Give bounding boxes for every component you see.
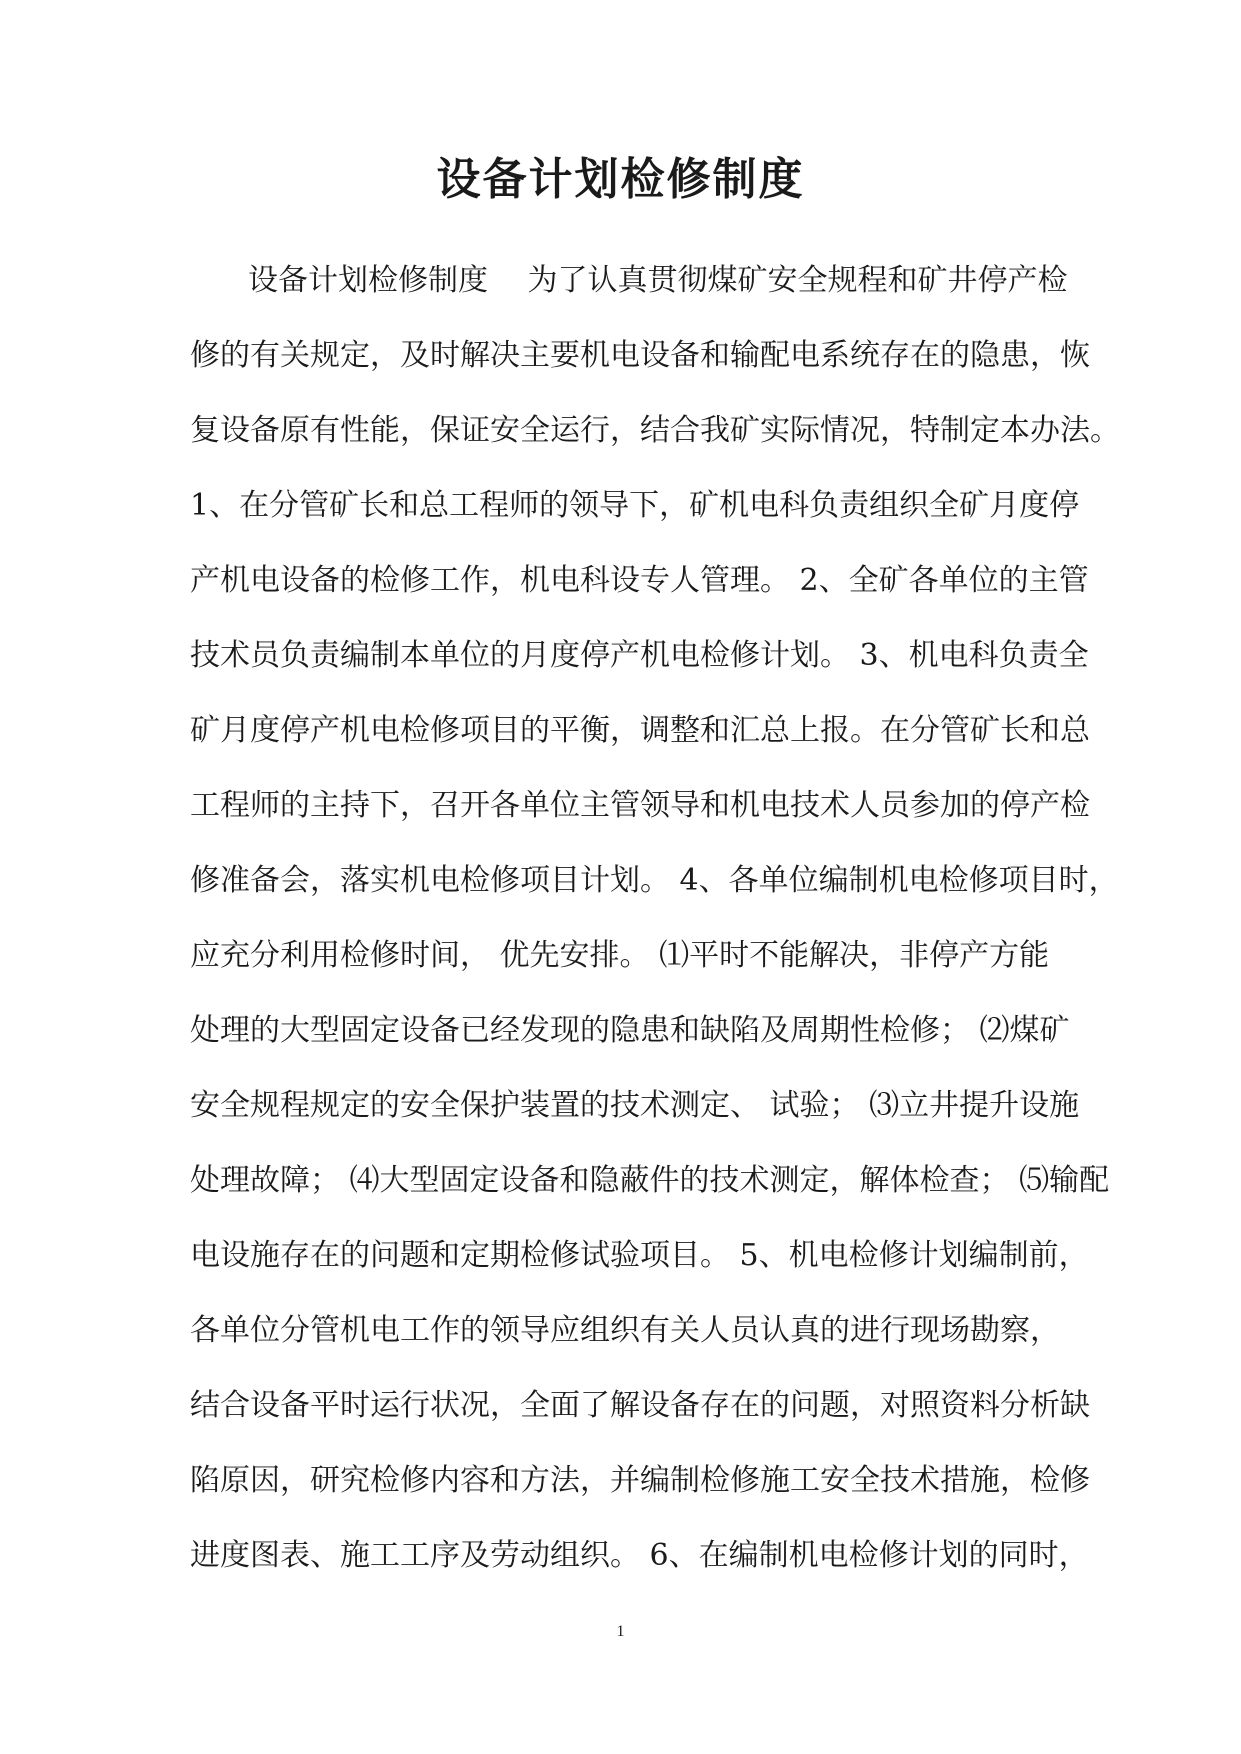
- body-line: 复设备原有性能，保证安全运行，结合我矿实际情况，特制定本办法。: [190, 413, 1120, 448]
- body-line: 设备计划检修制度 为了认真贯彻煤矿安全规程和矿井停产检: [248, 263, 1068, 298]
- body-line: 进度图表、施工工序及劳动组织。 6、在编制机电检修计划的同时，: [190, 1538, 1089, 1573]
- body-line: 产机电设备的检修工作，机电科设专人管理。 2、全矿各单位的主管: [190, 563, 1089, 598]
- body-line: 结合设备平时运行状况，全面了解设备存在的问题，对照资料分析缺: [190, 1388, 1090, 1423]
- body-line: 陷原因，研究检修内容和方法，并编制检修施工安全技术措施，检修: [190, 1463, 1090, 1498]
- body-line: 工程师的主持下，召开各单位主管领导和机电技术人员参加的停产检: [190, 788, 1090, 823]
- body-line: 1、在分管矿长和总工程师的领导下，矿机电科负责组织全矿月度停: [190, 488, 1080, 523]
- body-line: 处理的大型固定设备已经发现的隐患和缺陷及周期性检修； ⑵煤矿: [190, 1013, 1070, 1048]
- body-line: 矿月度停产机电检修项目的平衡，调整和汇总上报。在分管矿长和总: [190, 713, 1090, 748]
- body-line: 安全规程规定的安全保护装置的技术测定、 试验； ⑶立井提升设施: [190, 1088, 1080, 1123]
- body-line: 电设施存在的问题和定期检修试验项目。 5、机电检修计划编制前，: [190, 1238, 1089, 1273]
- document-body: [190, 252, 1120, 1602]
- body-line: 修准备会，落实机电检修项目计划。 4、各单位编制机电检修项目时，: [190, 863, 1119, 898]
- body-line: 处理故障； ⑷大型固定设备和隐蔽件的技术测定，解体检查； ⑸输配: [190, 1163, 1110, 1198]
- body-line: 各单位分管机电工作的领导应组织有关人员认真的进行现场勘察，: [190, 1313, 1060, 1348]
- body-line: 技术员负责编制本单位的月度停产机电检修计划。 3、机电科负责全: [190, 638, 1089, 673]
- body-line: 修的有关规定，及时解决主要机电设备和输配电系统存在的隐患，恢: [190, 338, 1090, 373]
- document-title: 设备计划检修制度: [436, 154, 805, 205]
- body-line: 应充分利用检修时间， 优先安排。 ⑴平时不能解决，非停产方能: [190, 938, 1050, 973]
- page-number: 1: [616, 1623, 625, 1640]
